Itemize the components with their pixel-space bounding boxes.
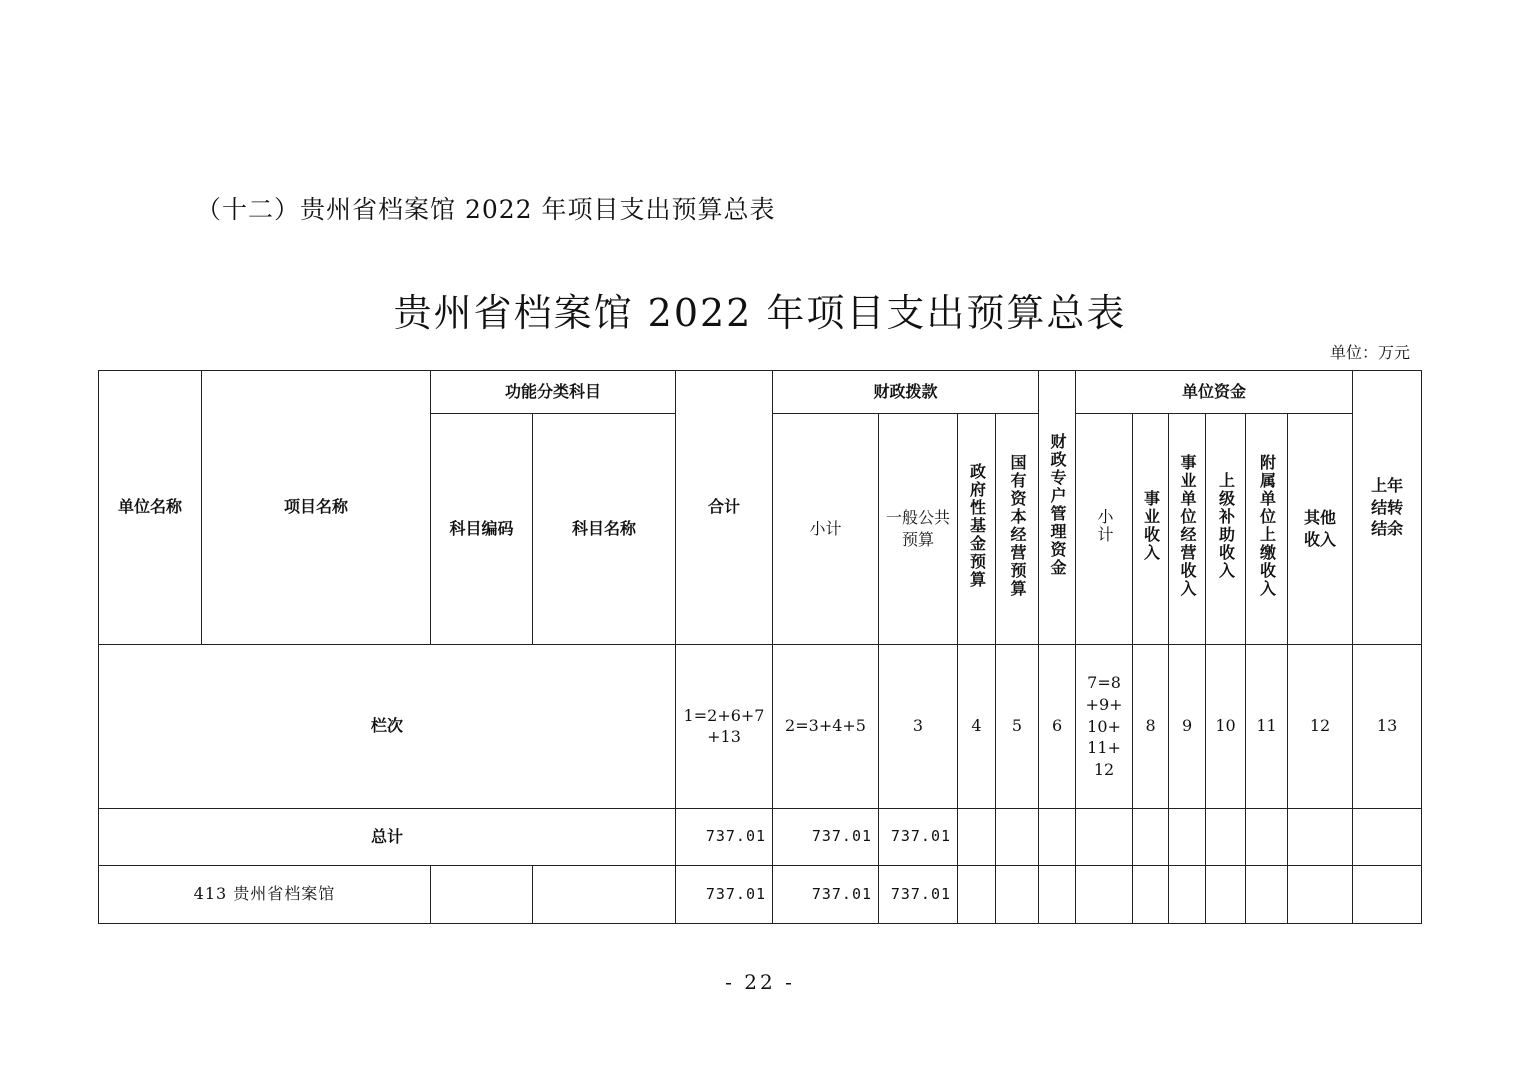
total-row [99, 809, 1422, 866]
unit-row-subject-name [533, 866, 676, 924]
header-other-income: 其他收入 [1288, 414, 1353, 645]
budget-table [98, 370, 1422, 924]
unit-row-empty-cell [1206, 866, 1246, 924]
page-title: 贵州省档案馆 2022 年项目支出预算总表 [393, 291, 1127, 335]
total-empty-cell [1206, 809, 1246, 866]
column-number-13: 13 [1353, 645, 1422, 809]
total-empty-cell [1076, 809, 1133, 866]
unit-row-empty-cell [1288, 866, 1353, 924]
total-empty-cell [1353, 809, 1422, 866]
header-fiscal-special-account: 财政专户管理资金 [1039, 371, 1076, 645]
unit-row [99, 866, 1422, 924]
total-empty-cell [1288, 809, 1353, 866]
total-empty-cell [1169, 809, 1206, 866]
column-number-6: 6 [1039, 645, 1076, 809]
page-number: - 22 - [725, 970, 795, 994]
unit-row-empty-cell [1169, 866, 1206, 924]
unit-row-empty-cell [1353, 866, 1422, 924]
header-subject-name: 科目名称 [533, 414, 676, 645]
header-unit-name: 单位名称 [99, 371, 202, 645]
column-number-12: 12 [1288, 645, 1353, 809]
unit-row-empty-cell [1039, 866, 1076, 924]
total-empty-cell [1133, 809, 1169, 866]
unit-row-name: 413 贵州省档案馆 [99, 866, 431, 924]
header-unit-subtotal: 小计 [1076, 414, 1133, 645]
column-number-4: 4 [958, 645, 996, 809]
column-number-2: 2=3+4+5 [773, 645, 879, 809]
column-number-11: 11 [1246, 645, 1288, 809]
unit-row-empty-cell [1246, 866, 1288, 924]
column-number-label: 栏次 [99, 645, 676, 809]
column-number-5: 5 [996, 645, 1039, 809]
header-carryover: 上年结转结余 [1353, 371, 1422, 645]
total-fiscal-subtotal: 737.01 [773, 809, 879, 866]
header-state-capital-budget: 国有资本经营预算 [996, 414, 1039, 645]
header-unit-funds: 单位资金 [1076, 371, 1353, 414]
header-affiliated-income: 附属单位上缴收入 [1246, 414, 1288, 645]
header-subject-code: 科目编码 [431, 414, 533, 645]
unit-row-fiscal-subtotal: 737.01 [773, 866, 879, 924]
header-function-class: 功能分类科目 [431, 371, 676, 414]
unit-row-empty-cell [1133, 866, 1169, 924]
unit-row-empty-cell [958, 866, 996, 924]
total-general-public: 737.01 [879, 809, 958, 866]
column-number-10: 10 [1206, 645, 1246, 809]
section-heading: （十二）贵州省档案馆 2022 年项目支出预算总表 [196, 195, 776, 224]
column-number-1: 1=2+6+7+13 [676, 645, 773, 809]
header-fiscal-allocation: 财政拨款 [773, 371, 1039, 414]
column-number-8: 8 [1133, 645, 1169, 809]
unit-row-general-public: 737.01 [879, 866, 958, 924]
column-number-9: 9 [1169, 645, 1206, 809]
unit-label: 单位：万元 [1329, 343, 1410, 362]
header-superior-subsidy: 上级补助收入 [1206, 414, 1246, 645]
header-gov-fund-budget: 政府性基金预算 [958, 414, 996, 645]
column-number-3: 3 [879, 645, 958, 809]
unit-row-total: 737.01 [676, 866, 773, 924]
total-empty-cell [996, 809, 1039, 866]
header-general-public-budget: 一般公共预算 [879, 414, 958, 645]
header-total: 合计 [676, 371, 773, 645]
unit-row-empty-cell [1076, 866, 1133, 924]
unit-row-empty-cell [996, 866, 1039, 924]
header-project-name: 项目名称 [202, 371, 431, 645]
column-number-7: 7=8+9+10+11+12 [1076, 645, 1133, 809]
unit-row-subject-code [431, 866, 533, 924]
header-fiscal-subtotal: 小计 [773, 414, 879, 645]
header-business-income: 事业收入 [1133, 414, 1169, 645]
total-empty-cell [958, 809, 996, 866]
total-empty-cell [1246, 809, 1288, 866]
total-label: 总计 [99, 809, 676, 866]
column-number-row [99, 645, 1422, 809]
total-empty-cell [1039, 809, 1076, 866]
header-operating-income: 事业单位经营收入 [1169, 414, 1206, 645]
total-amount: 737.01 [676, 809, 773, 866]
